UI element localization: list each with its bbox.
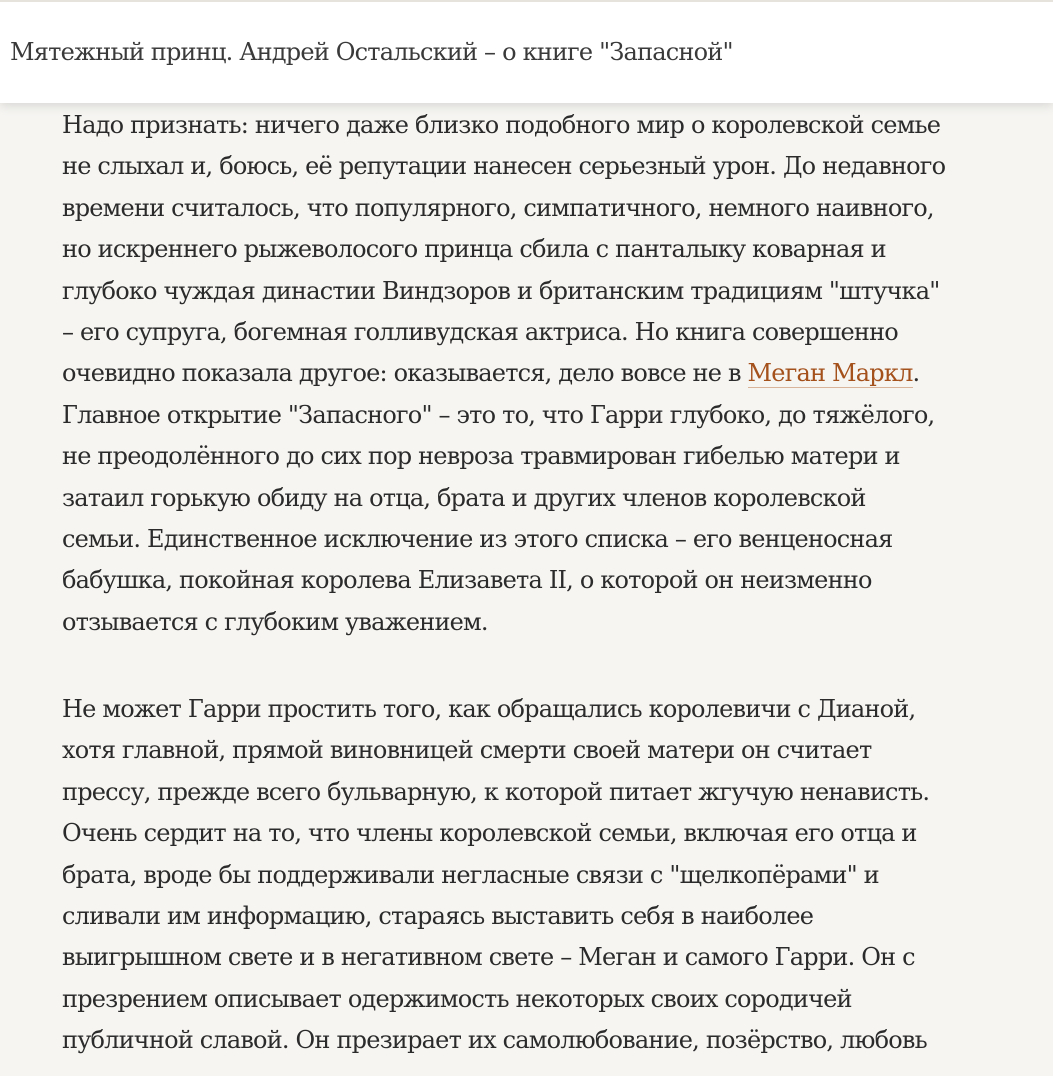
- article-header-bar: [0, 0, 1053, 103]
- paragraph-line: бабушка, покойная королева Елизавета II, о которой он неизменно: [62, 566, 872, 595]
- paragraph-line: Надо признать: ничего даже близко подобного мир о королевской семье: [62, 111, 941, 139]
- article-paragraph-2: [62, 689, 1047, 1062]
- paragraph-line: Главное открытие "Запасного" – это то, что Гарри глубоко, до тяжёлого,: [62, 400, 935, 429]
- paragraph-line-with-link: [62, 353, 1047, 394]
- paragraph-line: времени считалось, что популярного, симпатичного, немного наивного,: [62, 193, 934, 222]
- paragraph-line: сливали им информацию, стараясь выставить себя в наиболее: [62, 902, 814, 931]
- article-body: [0, 103, 1053, 1076]
- paragraph-line: но искреннего рыжеволосого принца сбила с панталыку коварная и: [62, 235, 886, 264]
- paragraph-line: не слыхал и, боюсь, её репутации нанесен серьезный урон. До недавного: [62, 152, 946, 181]
- paragraph-line: Не может Гарри простить того, как обращались королевичи с Дианой,: [62, 695, 916, 723]
- paragraph-line: брата, вроде бы поддерживали негласные связи с "щелкопёрами" и: [62, 860, 879, 889]
- paragraph-line: глубоко чуждая династии Виндзоров и британским традициям "штучка": [62, 276, 940, 305]
- line-text-after-link: .: [912, 359, 920, 388]
- paragraph-line: – его супруга, богемная голливудская актриса. Но книга совершенно: [62, 318, 898, 347]
- paragraph-line: публичной славой. Он презирает их самолюбование, позёрство, любовь: [62, 1026, 927, 1055]
- line-text-before-link: очевидно показала другое: оказывается, дело вовсе не в: [62, 359, 748, 388]
- paragraph-line: презрением описывает одержимость некоторых своих сородичей: [62, 984, 852, 1013]
- paragraph-line: не преодолённого до сих пор невроза травмирован гибелью матери и: [62, 442, 900, 471]
- megan-markle-link[interactable]: Меган Маркл: [747, 359, 913, 388]
- paragraph-line: хотя главной, прямой виновницей смерти своей матери он считает: [62, 736, 872, 765]
- article-title: Мятежный принц. Андрей Остальский – о книге "Запасной": [10, 38, 733, 66]
- paragraph-line: затаил горькую обиду на отца, брата и других членов королевской: [62, 483, 866, 512]
- paragraph-line: прессу, прежде всего бульварную, к которой питает жгучую ненависть.: [62, 777, 930, 806]
- paragraph-line: семьи. Единственное исключение из этого списка – его венценосная: [62, 525, 893, 554]
- paragraph-line: выигрышном свете и в негативном свете – Меган и самого Гарри. Он с: [62, 943, 915, 972]
- paragraph-line: Очень сердит на то, что члены королевской семьи, включая его отца и: [62, 819, 917, 848]
- article-paragraph-1: [62, 105, 1047, 643]
- paragraph-line: отзывается с глубоким уважением.: [62, 607, 488, 636]
